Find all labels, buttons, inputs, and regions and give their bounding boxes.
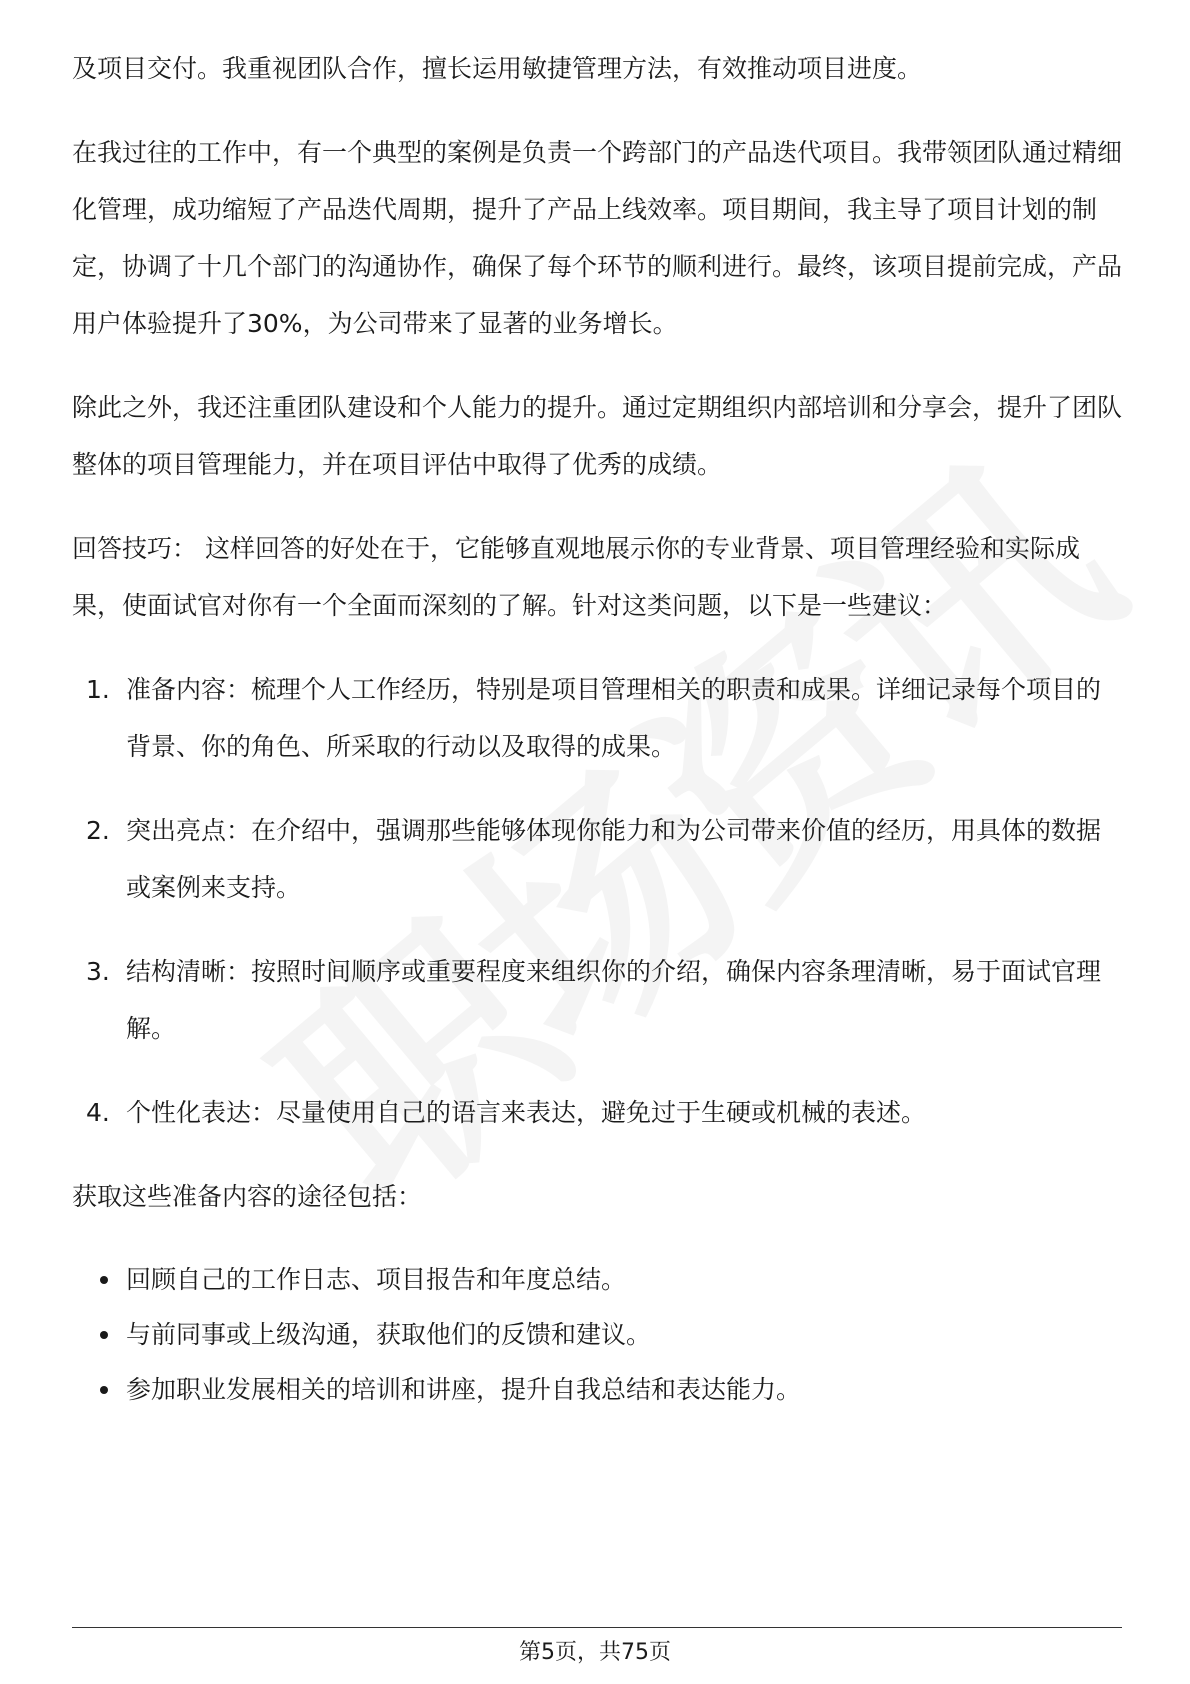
list-item-text: 与前同事或上级沟通，获取他们的反馈和建议。	[126, 1320, 652, 1349]
suggestion-item	[72, 1084, 1122, 1141]
list-number: 4.	[86, 1098, 110, 1127]
list-item-text: 参加职业发展相关的培训和讲座，提升自我总结和表达能力。	[126, 1375, 802, 1404]
bullet-icon	[100, 1276, 108, 1284]
list-item	[72, 1252, 1122, 1307]
suggestion-item	[72, 802, 1122, 916]
list-item-text: 回顾自己的工作日志、项目报告和年度总结。	[126, 1265, 627, 1294]
list-item	[72, 1307, 1122, 1362]
list-number: 1.	[86, 675, 110, 704]
paragraph-answer-tips: 回答技巧： 这样回答的好处在于，它能够直观地展示你的专业背景、项目管理经验和实际成果，使面试官对你有一个全面而深刻的了解。针对这类问题，以下是一些建议：	[72, 534, 1080, 620]
paragraph-intro-end: 及项目交付。我重视团队合作，擅长运用敏捷管理方法，有效推动项目进度。	[72, 54, 923, 83]
page-body	[72, 40, 1122, 1417]
list-item	[72, 1362, 1122, 1417]
bullet-icon	[100, 1386, 108, 1394]
page-number: 第5页，共75页	[519, 1640, 671, 1665]
sources-list	[72, 1252, 1122, 1417]
suggestion-item	[72, 661, 1122, 775]
paragraph-sources-intro: 获取这些准备内容的途径包括：	[72, 1182, 423, 1211]
footer-divider	[72, 1627, 1122, 1628]
suggestion-text: 结构清晰：按照时间顺序或重要程度来组织你的介绍，确保内容条理清晰，易于面试官理解。	[126, 957, 1102, 1043]
paragraph-case-study: 在我过往的工作中，有一个典型的案例是负责一个跨部门的产品迭代项目。我带领团队通过精细化管理，成功缩短了产品迭代周期，提升了产品上线效率。项目期间，我主导了项目计划的制定，协调了十几个部门的沟通协作，确保了每个环节的顺利进行。最终，该项目提前完成，产品用户体验提升了30%，为公司带来了显著的业务增长。	[72, 138, 1123, 338]
suggestion-list	[72, 661, 1122, 1141]
bullet-icon	[100, 1331, 108, 1339]
list-number: 3.	[86, 957, 110, 986]
suggestion-text: 突出亮点：在介绍中，强调那些能够体现你能力和为公司带来价值的经历，用具体的数据或案例来支持。	[126, 816, 1102, 902]
list-number: 2.	[86, 816, 110, 845]
suggestion-text: 个性化表达：尽量使用自己的语言来表达，避免过于生硬或机械的表述。	[126, 1098, 927, 1127]
suggestion-item	[72, 943, 1122, 1057]
suggestion-text: 准备内容：梳理个人工作经历，特别是项目管理相关的职责和成果。详细记录每个项目的背景、你的角色、所采取的行动以及取得的成果。	[126, 675, 1102, 761]
paragraph-team-building: 除此之外，我还注重团队建设和个人能力的提升。通过定期组织内部培训和分享会，提升了团队整体的项目管理能力，并在项目评估中取得了优秀的成绩。	[72, 393, 1123, 479]
